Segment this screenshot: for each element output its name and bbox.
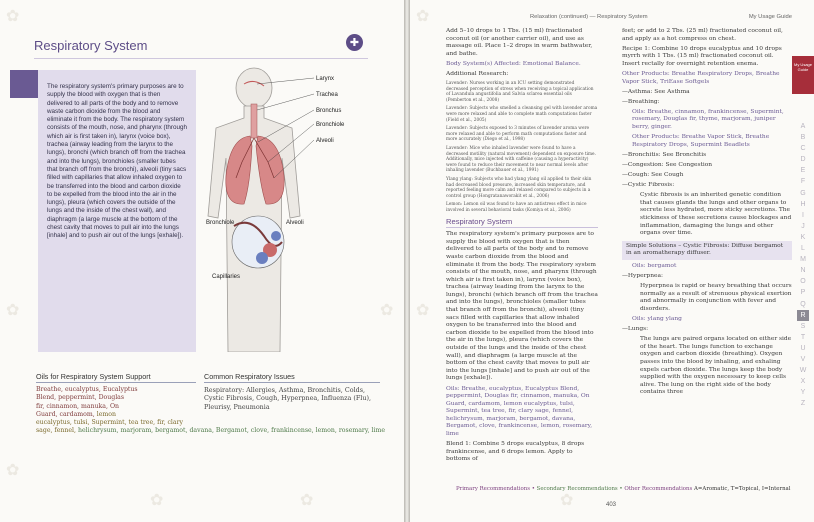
- research-heading: Additional Research:: [446, 70, 509, 77]
- massage-instructions: Add 5–10 drops to 1 Tbs. (15 ml) fractionated coconut oil (or another carrier oil), and use as massage oil. Place 1–2 drops in warm bathwater, and bathe.: [446, 28, 593, 57]
- research-item: Lemon: Lemon oil was found to have an antistress effect in mice involved in several behavioral tasks (Komiya et al., 2006): [446, 202, 587, 213]
- page-number: 403: [606, 502, 617, 508]
- congestion-entry: —Congestion: See Congestion: [622, 161, 713, 168]
- right-page: [410, 0, 814, 522]
- simple-solution: Simple Solutions – Cystic Fibrosis: Diffuse bergamot in an aromatherapy diffuser.: [622, 241, 792, 260]
- label-bronchus: Bronchus: [316, 108, 342, 114]
- oils-list: Breathe, eucalyptus, Eucalyptus Blend, peppermint, Douglas fir, cinnamon, manuka, On Guard, cardamom, lemon eucalyptus, tulsi, Supermint, tea tree, fir, clary sage, fennel, helichrysum, marjoram, bergamot, davana, Bergamot, clove, frankincense, lemon, rosemary, lime: [36, 386, 386, 435]
- alphabet-index: [797, 121, 809, 409]
- index-letter-g[interactable]: G: [800, 189, 806, 197]
- section-tab[interactable]: My Usage Guide: [792, 56, 814, 94]
- index-letter-r[interactable]: R: [797, 310, 809, 321]
- label-bronchiole: Bronchiole: [316, 122, 345, 128]
- issues-section-title: Common Respiratory Issues: [204, 372, 295, 381]
- research-item: Lavender: Subjects who smelled a cleansing gel with lavender aroma were more relaxed and able to complete math computations faster (Field et al., 2005): [446, 106, 598, 123]
- index-letter-f[interactable]: F: [800, 178, 806, 186]
- breathing-oils: Oils: Breathe, cinnamon, frankincense, Supermint, rosemary, Douglas fir, thyme, marjoram, juniper berry, ginger.: [632, 108, 784, 131]
- recipe-1: Recipe 1: Combine 10 drops eucalyptus and 10 drops myrrh with 1 Tbs. (15 ml) fractionated coconut oil. Insert rectally for overnight retention enema.: [622, 45, 782, 67]
- oils-section-title: Oils for Respiratory System Support: [36, 372, 151, 381]
- index-letter-b[interactable]: B: [800, 134, 806, 142]
- intro-box: [38, 70, 196, 352]
- guide-header: My Usage Guide: [748, 14, 792, 20]
- index-letter-u[interactable]: U: [800, 344, 806, 352]
- index-letter-k[interactable]: K: [800, 233, 806, 241]
- research-item: Lavender: Subjects exposed to 3 minutes of lavender aroma were more relaxed and able to perform math computations faster and more accurately (Diego et al., 1998): [446, 126, 590, 143]
- section-divider: [446, 227, 598, 228]
- compress-instructions: feet; or add to 2 Tbs. (25 ml) fractionated coconut oil, and apply as a hot compress on chest.: [622, 28, 783, 42]
- right-column-1: [446, 28, 598, 466]
- trachea-shape: [251, 104, 257, 138]
- cystic-fibrosis-text: Cystic fibrosis is an inherited genetic condition that causes glands the lungs and other organs to secrete less hydrated, more sticky secretions. The stickiness of these secretions cause blockages and inflammation, damaging the lungs and other organs over time.: [640, 192, 792, 237]
- oils-line: Oils: Breathe, eucalyptus, Eucalyptus Blend, peppermint, Douglas fir, cinnamon, manuka, On Guard, cardamom, lemon eucalyptus, tulsi, Supermint, tea tree, fir, clary sage, fennel, helichrysum, marjoram, bergamot, davana, Bergamot, clove, frankincense, lemon, rosemary, lime: [446, 385, 593, 438]
- index-letter-x[interactable]: X: [800, 378, 806, 386]
- watermark-icon: ✿: [6, 300, 20, 319]
- index-letter-v[interactable]: V: [800, 355, 806, 363]
- cough-entry: —Cough: See Cough: [622, 172, 684, 178]
- body-system-icon: ✚: [346, 34, 363, 51]
- index-letter-c[interactable]: C: [800, 145, 806, 153]
- watermark-icon: ✿: [300, 490, 314, 509]
- research-item: Lavender: Mice who inhaled lavender were found to have a decreased motility (natural movement) dependent on exposure time. Additionally, mice injected with caffeine (causing a hyperactivity) were found to reduce their movement to near normal levels after inhaling lavender (Buchbauer et al., 1991): [446, 146, 596, 174]
- bronchitis-entry: —Bronchitis: See Bronchitis: [622, 151, 707, 158]
- index-letter-w[interactable]: W: [799, 367, 807, 375]
- watermark-icon: ✿: [560, 490, 574, 509]
- watermark-icon: ✿: [150, 490, 164, 509]
- oils-divider: [36, 382, 196, 383]
- label-capillaries: Capillaries: [212, 274, 241, 280]
- right-column-2: [622, 28, 792, 399]
- hyperpnea-oils: Oils: ylang ylang: [632, 316, 682, 322]
- respiratory-diagram: [204, 66, 384, 352]
- index-letter-h[interactable]: H: [800, 200, 806, 208]
- watermark-icon: ✿: [6, 6, 20, 25]
- label-alveoli-zoom: Alveoli: [286, 220, 304, 226]
- lungs-entry: —Lungs:: [622, 326, 649, 333]
- cystic-fibrosis-entry: —Cystic Fibrosis:: [622, 182, 675, 189]
- lungs-text: The lungs are paired organs located on either side of the heart. The lungs function to exchange oxygen and carbon dioxide (breathing). Oxygen passes into the blood by inhaling, and exhaling expels carbon dioxide. The lungs keep the body supplied with the oxygen necessary to keep cells alive. The lung on the right side of the body contains three: [640, 336, 792, 396]
- label-larynx: Larynx: [316, 76, 335, 82]
- page-title: Respiratory System: [34, 38, 148, 53]
- hyperpnea-text: Hyperpnea is rapid or heavy breathing that occurs normally as a result of strenuous physical exertion and abnormally in conjunction with fever and disorders.: [640, 283, 792, 312]
- intro-text: The respiratory system's primary purposes are to supply the blood with oxygen that is then delivered to all parts of the body and to remove waste carbon dioxide from the blood and eliminate it from the body. The respiratory system consists of the mouth, nose, and pharynx (through which air is first taken in), larynx (voice box), trachea (airway leading from the larynx to the lungs), bronchi (which branch off from the trachea and into the lungs), bronchioles (smaller tubes that branch off from the bronchi), alveoli (tiny sacs filled with capillaries that allow inhaled oxygen to be transferred into the blood and carbon dioxide to be expelled from the blood into the air in the lungs), pleura (which covers the outside of the lungs and the inside of the chest wall), and diaphragm (a large muscle at the bottom of the chest cavity that moves to pull air into the lungs [inhale] and to push air out of the lungs [exhale]).: [47, 83, 188, 240]
- watermark-icon: ✿: [6, 460, 20, 479]
- index-letter-y[interactable]: Y: [800, 389, 806, 397]
- issues-list: Respiratory: Allergies, Asthma, Bronchitis, Colds, Cystic Fibrosis, Cough, Hyperpnea, Influenza (Flu), Pleurisy, Pneumonia: [204, 386, 371, 411]
- index-letter-p[interactable]: P: [800, 289, 806, 297]
- index-letter-o[interactable]: O: [800, 278, 806, 286]
- index-letter-n[interactable]: N: [800, 267, 806, 275]
- recommendations-legend: Primary Recommendations • Secondary Recommendations • Other Recommendations A=Aromatic, T=Topical, I=Internal: [456, 486, 791, 492]
- index-letter-d[interactable]: D: [800, 156, 806, 164]
- issues-divider: [204, 382, 380, 383]
- index-letter-s[interactable]: S: [800, 322, 806, 330]
- watermark-icon: ✿: [380, 300, 394, 319]
- index-letter-j[interactable]: J: [801, 222, 805, 230]
- research-item: Ylang ylang: Subjects who had ylang ylang oil applied to their skin had decreased blood pressure, increased skin temperature, and reported feeling more calm and relaxed compared to subjects in a control group (Hongratanaworakit et al., 2006): [446, 176, 592, 199]
- index-letter-t[interactable]: T: [800, 333, 806, 341]
- asthma-entry: —Asthma: See Asthma: [622, 88, 690, 95]
- index-letter-i[interactable]: I: [802, 211, 804, 219]
- index-letter-m[interactable]: M: [800, 256, 806, 264]
- left-page: [0, 0, 404, 522]
- research-item: Lavender: Nurses working in an ICU setting demonstrated decreased perception of stress when receiving a topical application of Lavandula angustifolia and Salvia sclarea essential oils (Pemberton et al., 2008): [446, 81, 594, 103]
- index-letter-q[interactable]: Q: [800, 300, 806, 308]
- index-letter-l[interactable]: L: [801, 245, 805, 253]
- other-products: Other Products: Breathe Respiratory Drops, Breathe Vapor Stick, TriEase Softgels: [622, 70, 780, 85]
- title-divider: [34, 58, 368, 59]
- index-letter-z[interactable]: Z: [800, 400, 806, 408]
- breathing-products: Other Products: Breathe Vapor Stick, Breathe Respiratory Drops, Supermint Beadlets: [632, 134, 770, 148]
- index-letter-e[interactable]: E: [800, 167, 806, 175]
- breathing-entry: —Breathing:: [622, 98, 660, 105]
- watermark-icon: ✿: [416, 6, 430, 25]
- decorative-tab: [10, 70, 38, 98]
- section-heading: Respiratory System: [446, 216, 513, 226]
- running-header: Relaxation (continued) — Respiratory System: [530, 14, 648, 20]
- body-systems-affected: Body System(s) Affected: Emotional Balance.: [446, 60, 581, 67]
- blend-1: Blend 1: Combine 5 drops eucalyptus, 8 drops frankincense, and 6 drops lemon. Apply to bottoms of: [446, 441, 585, 463]
- watermark-icon: ✿: [416, 300, 430, 319]
- label-trachea: Trachea: [316, 92, 338, 98]
- index-letter-a[interactable]: A: [800, 123, 806, 130]
- hyperpnea-entry: —Hyperpnea:: [622, 273, 663, 280]
- section-body: The respiratory system's primary purposes are to supply the blood with oxygen that is then delivered to all parts of the body and to remove waste carbon dioxide from the blood and eliminate it from the body. The respiratory system consists of the mouth, nose, and pharynx (through which air is first taken in), larynx (voice box), trachea (airway leading from the larynx to the lungs), bronchi (which branch off from the trachea and into the lungs), bronchioles (smaller tubes that branch off from the bronchi), alveoli (tiny sacs filled with capillaries that allow inhaled oxygen to be transferred into the blood and carbon dioxide to be expelled from the blood into the air in the lungs), pleura (which covers the outside of the lungs and the inside of the chest wall), and diaphragm (a large muscle at the bottom of the chest cavity that moves to pull air into the lungs [inhale] and to push air out of the lungs [exhale]).: [446, 231, 598, 382]
- label-bronchiole-zoom: Bronchiole: [206, 220, 235, 226]
- label-alveoli: Alveoli: [316, 138, 334, 144]
- cystic-fibrosis-oils: Oils: bergamot: [632, 262, 677, 269]
